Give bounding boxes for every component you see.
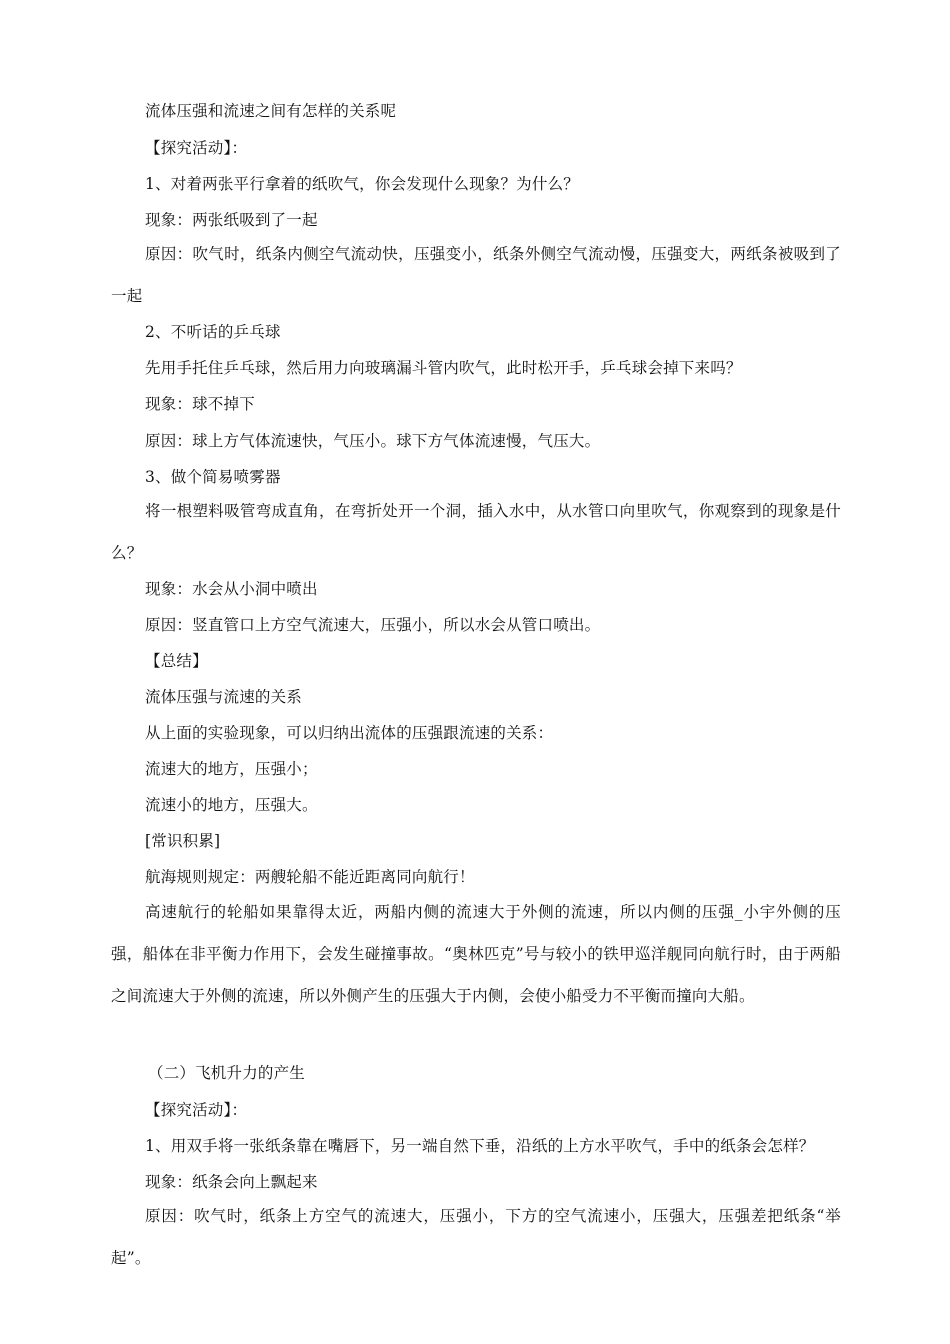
experiment-2-phenomenon: 现象：球不掉下: [145, 395, 255, 413]
summary-rule-1: 流速大的地方，压强小；: [145, 760, 318, 778]
experiment-1-reason: 原因：吹气时，纸条内侧空气流动快，压强变小，纸条外侧空气流动慢，压强变大，两纸条被吸到了一起: [111, 245, 841, 305]
summary-rule-2: 流速小的地方，压强大。: [145, 796, 318, 814]
section-2-title: （二）飞机升力的产生: [148, 1064, 306, 1082]
experiment-3-description: 将一根塑料吸管弯成直角，在弯折处开一个洞，插入水中，从水管口向里吹气，你观察到的现象是什么？: [111, 502, 841, 562]
knowledge-rule: 航海规则规定：两艘轮船不能近距离同向航行！: [145, 868, 475, 886]
experiment-2-title: 2、不听话的乒乓球: [145, 323, 281, 341]
summary-intro: 从上面的实验现象，可以归纳出流体的压强跟流速的关系：: [145, 724, 554, 742]
activity-label: 【探究活动】：: [145, 139, 248, 157]
experiment-3-title: 3、做个简易喷雾器: [145, 468, 281, 486]
experiment-4-title: 1、用双手将一张纸条靠在嘴唇下，另一端自然下垂，沿纸的上方水平吹气，手中的纸条会怎样？: [145, 1137, 815, 1155]
experiment-2-description: 先用手托住乒乓球，然后用力向玻璃漏斗管内吹气，此时松开手，乒乓球会掉下来吗？: [145, 359, 742, 377]
experiment-4-phenomenon: 现象：纸条会向上飘起来: [145, 1173, 318, 1191]
knowledge-label: [常识积累]: [145, 832, 221, 850]
summary-title: 流体压强与流速的关系: [145, 688, 303, 706]
activity-label-2: 【探究活动】：: [145, 1101, 248, 1119]
experiment-3-phenomenon: 现象：水会从小洞中喷出: [145, 580, 318, 598]
experiment-1-title: 1、对着两张平行拿着的纸吹气，你会发现什么现象？为什么？: [145, 175, 579, 193]
knowledge-paragraph: 高速航行的轮船如果靠得太近，两船内侧的流速大于外侧的流速，所以内侧的压强_小宇外侧的压强，船体在非平衡力作用下，会发生碰撞事故。“奥林匹克”号与较小的铁甲巡洋舰同向航行时，由于两船之间流速大于外侧的流速，所以外侧产生的压强大于内侧，会使小船受力不平衡而撞向大船。: [111, 903, 841, 1005]
summary-label: 【总结】: [145, 652, 208, 670]
experiment-1-phenomenon: 现象：两张纸吸到了一起: [145, 211, 318, 229]
experiment-2-reason: 原因：球上方气体流速快，气压小。球下方气体流速慢，气压大。: [145, 432, 601, 450]
experiment-3-reason: 原因：竖直管口上方空气流速大，压强小，所以水会从管口喷出。: [145, 616, 601, 634]
experiment-4-reason: 原因：吹气时，纸条上方空气的流速大，压强小，下方的空气流速小，压强大，压强差把纸条“举起”。: [111, 1207, 841, 1267]
heading-question: 流体压强和流速之间有怎样的关系呢: [145, 102, 397, 120]
